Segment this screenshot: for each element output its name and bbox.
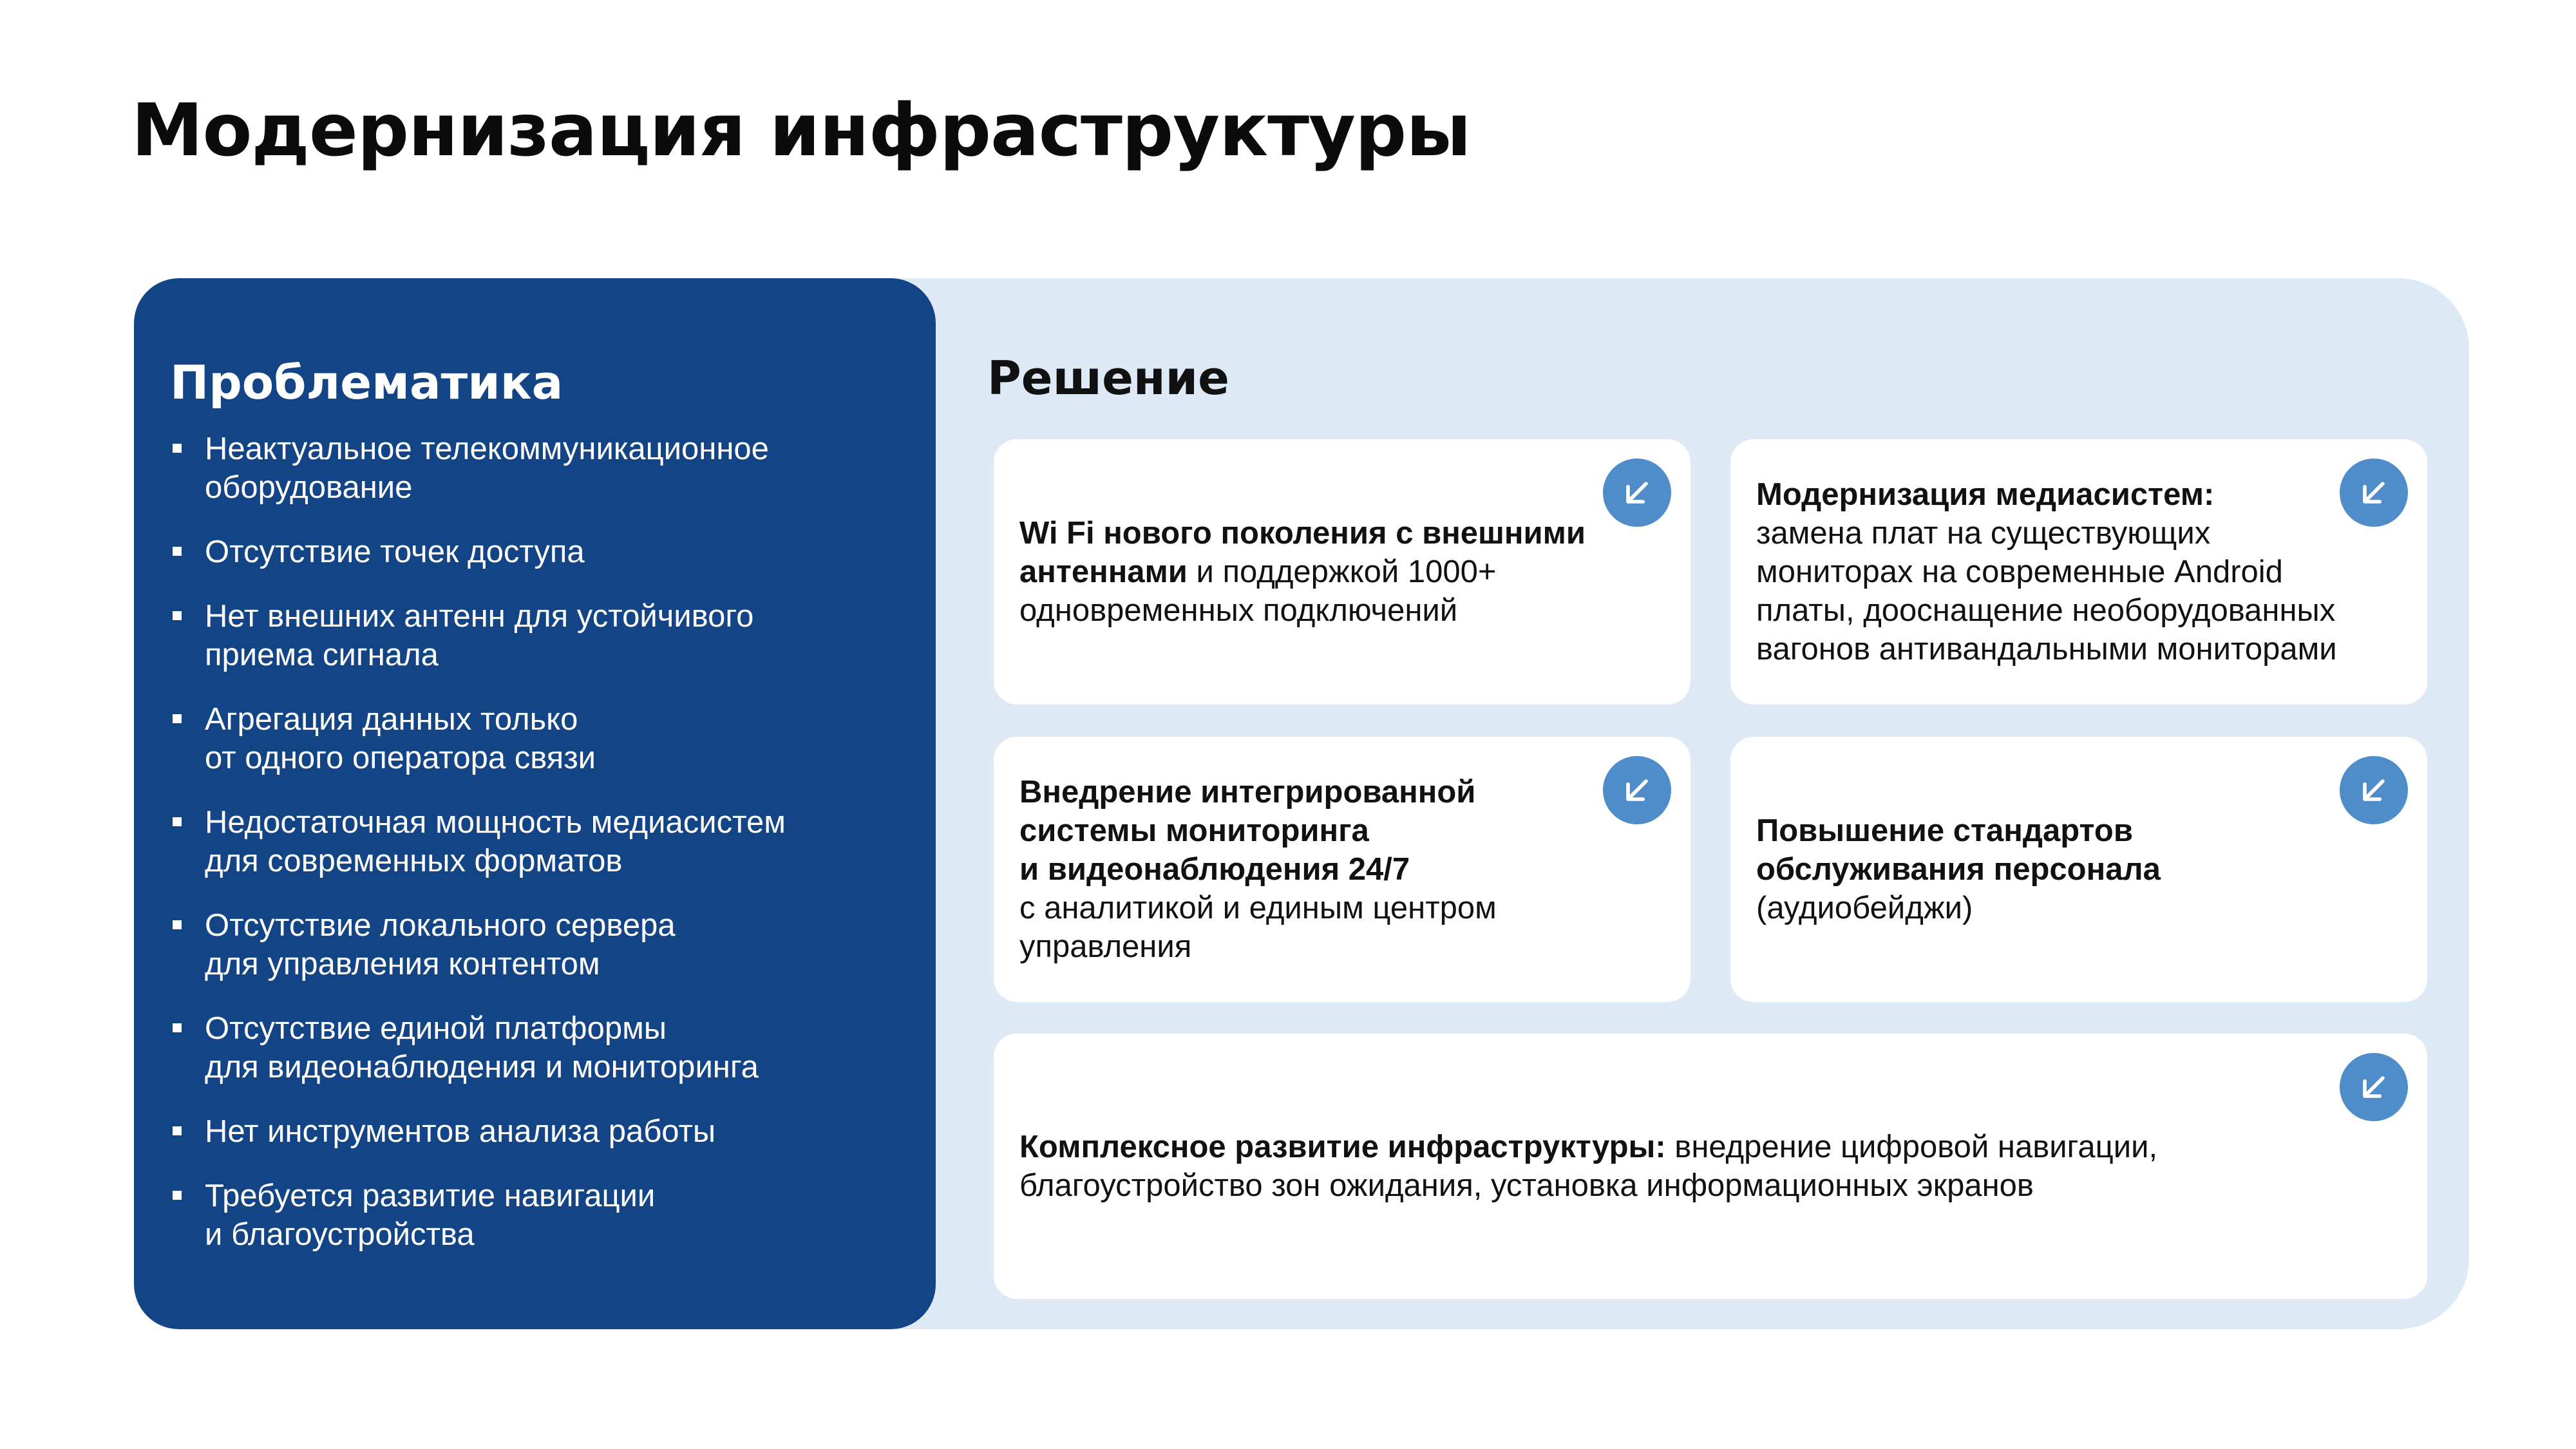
- arrow-down-left-icon[interactable]: [1603, 459, 1671, 527]
- arrow-down-left-icon[interactable]: [2340, 1053, 2408, 1121]
- card-bold-text: Повышение стандартов обслуживания персонала: [1756, 813, 2161, 887]
- card-bold-text: Модернизация медиасистем:: [1756, 477, 2215, 512]
- solution-card-monitoring: [994, 737, 1690, 1002]
- card-bold-text: Wi Fi нового поколения с внешними антеннами: [1019, 516, 1586, 589]
- card-bold-text: Комплексное развитие инфраструктуры:: [1019, 1130, 1666, 1164]
- problem-title: Проблематика: [170, 355, 564, 410]
- list-item: Недостаточная мощность медиасистем для современных форматов: [166, 803, 900, 880]
- arrow-down-left-icon[interactable]: [2340, 459, 2408, 527]
- solution-title: Решение: [987, 351, 1229, 405]
- list-item: Агрегация данных только от одного оператора связи: [166, 700, 900, 777]
- card-text: [1019, 1128, 2157, 1205]
- arrow-down-left-icon[interactable]: [2340, 756, 2408, 824]
- card-body-text: замена плат на существующих мониторах на современные Android платы, дооснащение необорудованных вагонов антивандальными мониторами: [1756, 516, 2337, 667]
- card-text: [1756, 811, 2161, 927]
- bullet-icon: [173, 1023, 182, 1032]
- solution-card-staff: [1730, 737, 2427, 1002]
- card-body-text: внедрение цифровой навигации, благоустройство зон ожидания, установка информационных экранов: [1019, 1130, 2158, 1203]
- bullet-icon: [173, 714, 182, 723]
- list-item: Требуется развитие навигации и благоустройства: [166, 1177, 900, 1254]
- card-text: [1019, 514, 1586, 630]
- list-item: Неактуальное телекоммуникационное оборудование: [166, 430, 900, 507]
- solution-card-wifi: [994, 439, 1690, 705]
- card-body-text: и поддержкой 1000+ одновременных подключений: [1019, 554, 1497, 628]
- bullet-icon: [173, 1191, 182, 1200]
- bullet-icon: [173, 817, 182, 826]
- card-text: [1756, 475, 2337, 668]
- bullet-icon: [173, 611, 182, 620]
- solution-card-media: [1730, 439, 2427, 705]
- problem-panel: [134, 278, 936, 1329]
- card-bold-text: Внедрение интегрированной системы мониторинга и видеонаблюдения 24/7: [1019, 775, 1476, 887]
- arrow-down-left-icon[interactable]: [1603, 756, 1671, 824]
- list-item: Нет инструментов анализа работы: [166, 1112, 900, 1151]
- list-item: Нет внешних антенн для устойчивого приема сигнала: [166, 597, 900, 674]
- list-item: Отсутствие локального сервера для управления контентом: [166, 906, 900, 983]
- bullet-icon: [173, 547, 182, 556]
- list-item: Отсутствие точек доступа: [166, 533, 900, 571]
- card-text: [1019, 773, 1497, 966]
- bullet-icon: [173, 1126, 182, 1135]
- page-title: Модернизация инфраструктуры: [131, 89, 1471, 173]
- bullet-icon: [173, 920, 182, 929]
- solution-card-infrastructure: [994, 1034, 2427, 1299]
- problem-list: [166, 430, 900, 1280]
- card-body-text: с аналитикой и единым центром управления: [1019, 891, 1497, 964]
- list-item: Отсутствие единой платформы для видеонаблюдения и мониторинга: [166, 1009, 900, 1086]
- bullet-icon: [173, 444, 182, 453]
- card-body-text: (аудиобейджи): [1756, 891, 1973, 925]
